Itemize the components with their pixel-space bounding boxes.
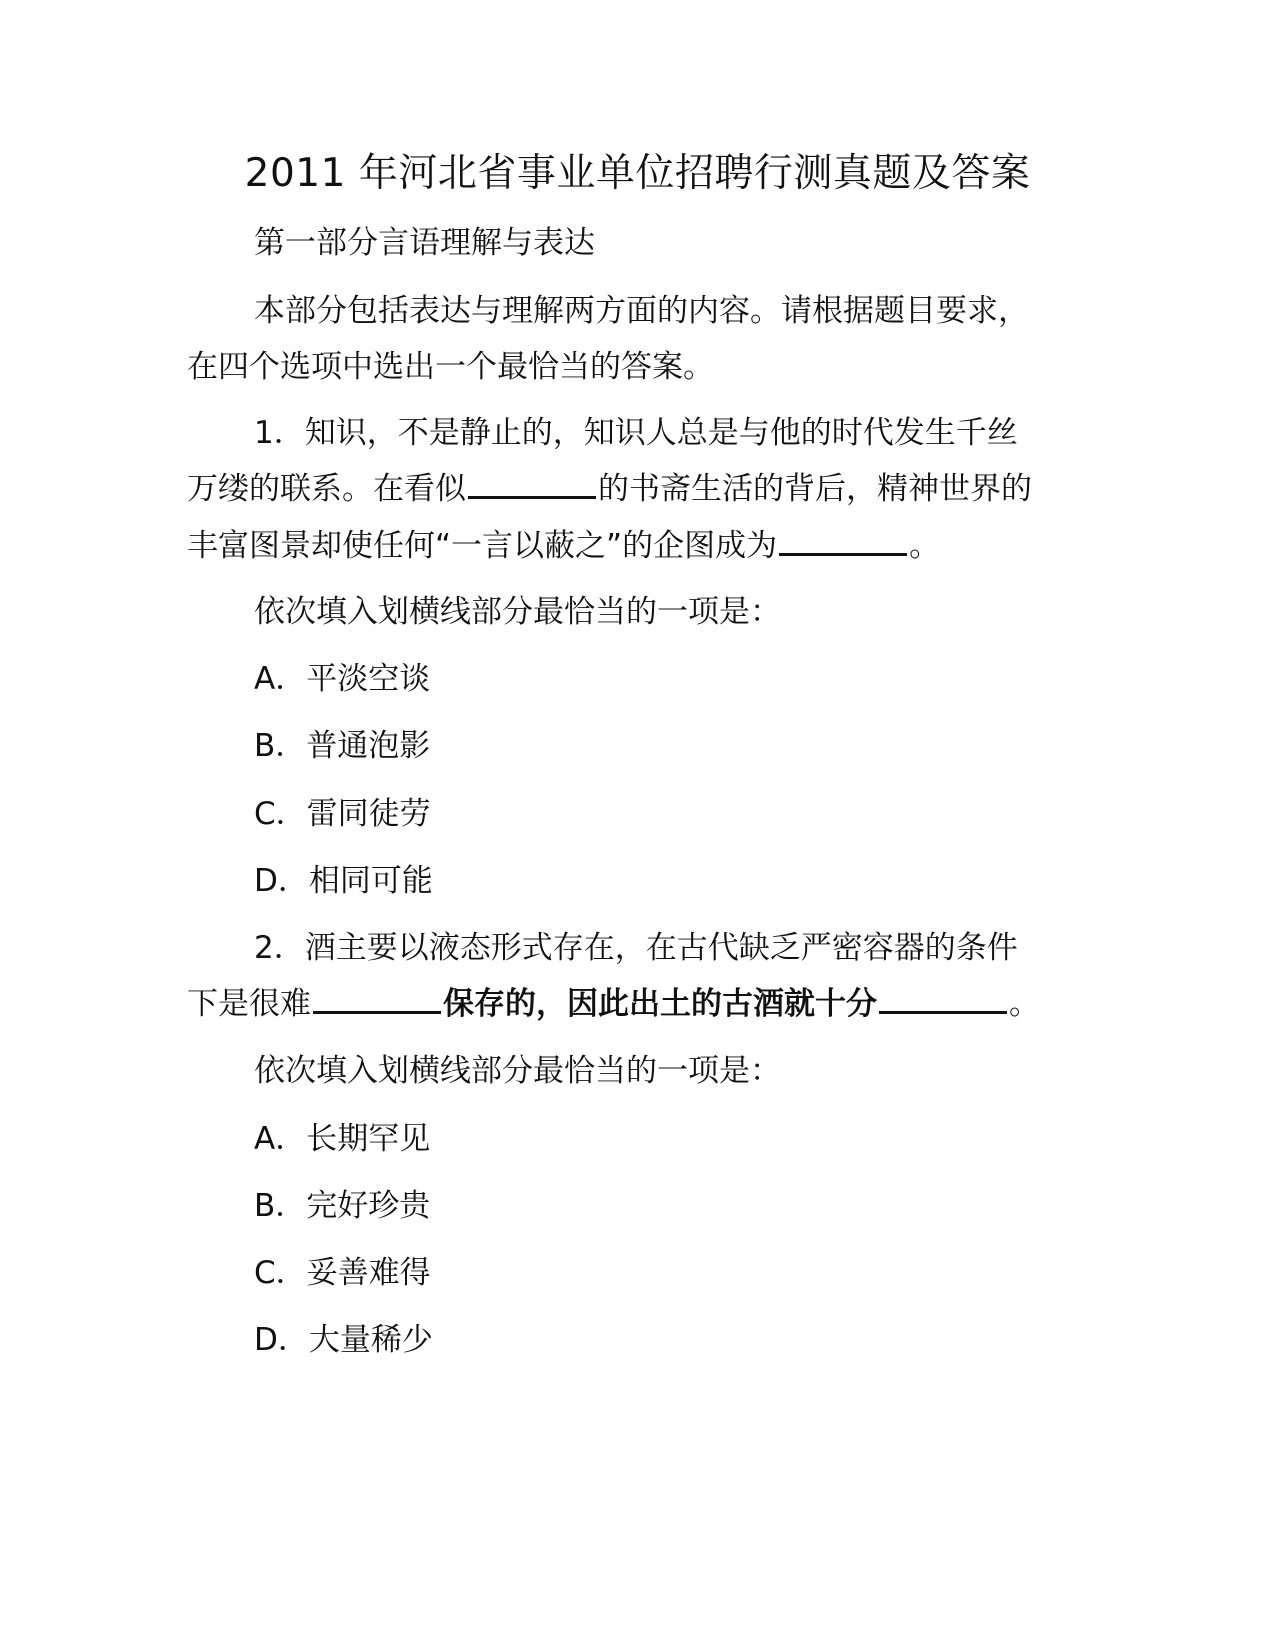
question-2-option-a: A．长期罕见	[254, 1121, 431, 1157]
question-1-stem-line-3	[187, 517, 1092, 575]
question-1-stem-text: 万缕的联系。在看似	[187, 471, 466, 507]
question-1-prompt: 依次填入划横线部分最恰当的一项是：	[254, 594, 781, 630]
question-2-stem-text: 保存的，因此出土的古酒就十分	[443, 986, 877, 1022]
question-2-option-d: D．大量稀少	[254, 1322, 433, 1358]
question-1-stem-line-2	[187, 460, 1092, 518]
question-1-option-b: B．普通泡影	[254, 728, 431, 764]
section-heading: 第一部分言语理解与表达	[254, 225, 595, 261]
question-1-option-d: D．相同可能	[254, 863, 433, 899]
question-2-prompt: 依次填入划横线部分最恰当的一项是：	[254, 1053, 781, 1089]
question-1-option-a: A．平淡空谈	[254, 661, 431, 697]
question-1-stem-text: 丰富图景却使任何“一言以蔽之”的企图成为	[187, 528, 778, 564]
question-1-stem-text: 的书斋生活的背后，精神世界的	[598, 471, 1032, 507]
question-2-stem-line-1: 2．酒主要以液态形式存在，在古代缺乏严密容器的条件	[254, 930, 1018, 966]
question-2-option-b: B．完好珍贵	[254, 1188, 431, 1224]
question-1-option-c: C．雷同徒劳	[254, 796, 431, 832]
question-1-stem-text: 。	[909, 528, 941, 564]
intro-line-2: 在四个选项中选出一个最恰当的答案。	[187, 349, 714, 385]
answer-blank	[879, 985, 1007, 1014]
question-2-stem-text: 下是很难	[187, 986, 311, 1022]
question-2-stem-line-2	[187, 975, 1092, 1033]
answer-blank	[468, 470, 596, 499]
question-2-option-c: C．妥善难得	[254, 1255, 431, 1291]
question-1-stem-line-1: 1．知识，不是静止的，知识人总是与他的时代发生千丝	[254, 415, 1018, 451]
answer-blank	[779, 527, 907, 556]
intro-line-1: 本部分包括表达与理解两方面的内容。请根据题目要求，	[254, 293, 1029, 329]
document-title: 2011 年河北省事业单位招聘行测真题及答案	[244, 151, 1031, 196]
question-2-stem-text: 。	[1009, 986, 1040, 1022]
answer-blank	[313, 985, 441, 1014]
